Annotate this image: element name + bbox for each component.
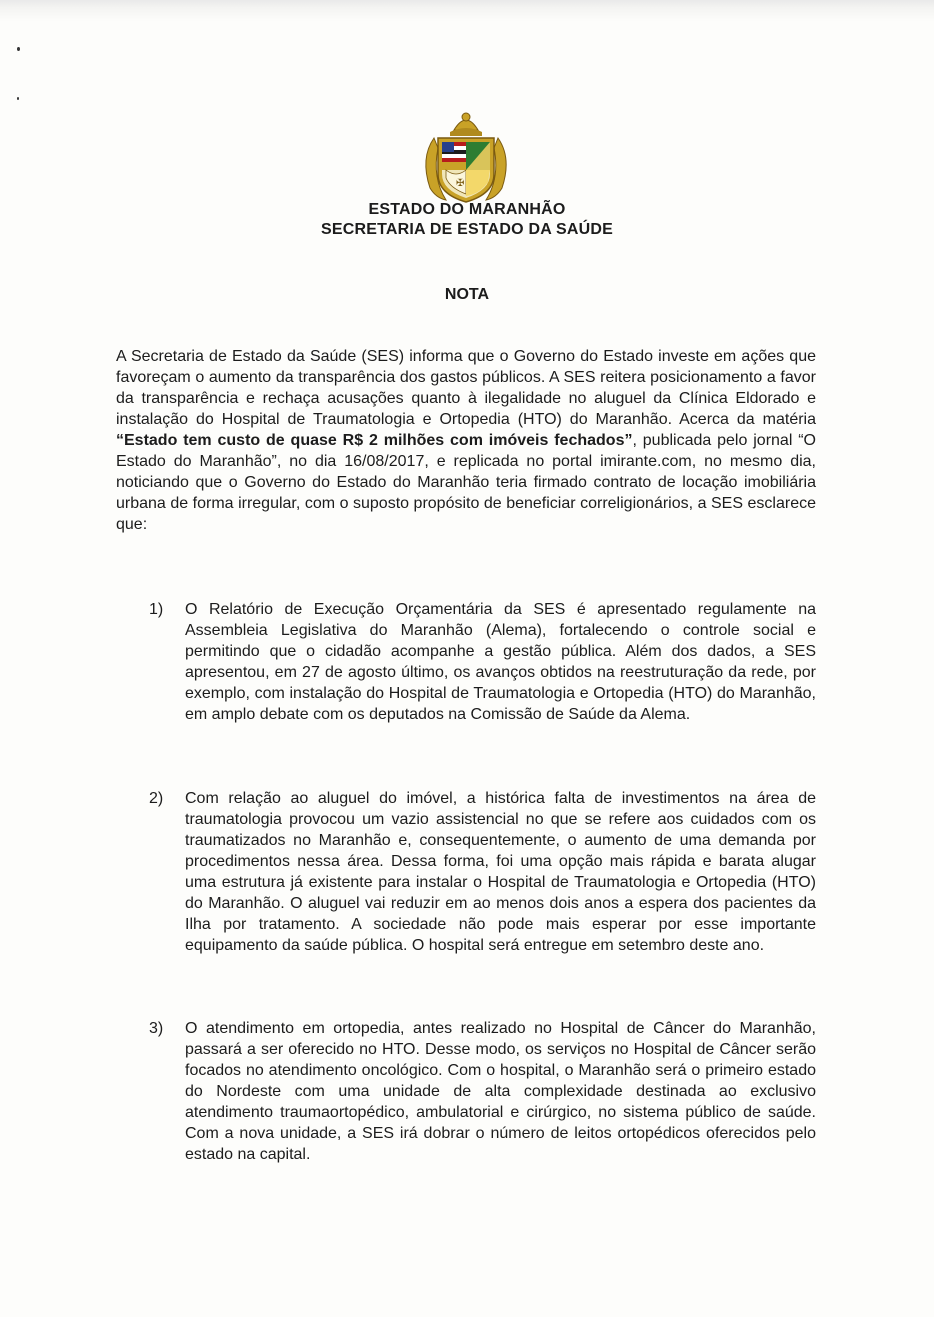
article-headline: “Estado tem custo de quase R$ 2 milhões com imóveis fechados” [116,432,633,449]
list-item-text: Com relação ao aluguel do imóvel, a histórica falta de investimentos na área de traumatologia provocou um vazio assistencial no que se refere aos cuidados com os traumatizados no Maranhão e, consequentemente, o aumento de uma demanda por procedimentos nessa área. Dessa forma, foi uma opção mais rápida e barata alugar uma estrutura já existente para instalar o Hospital de Traumatologia e Ortopedia (HTO) do Maranhão. O aluguel vai reduzir em ao menos dois anos a espera dos pacientes da Ilha por tratamento. A sociedade não pode mais esperar por esse importante equipamento da saúde pública. O hospital será entregue em setembro deste ano. [185,790,816,954]
maranhao-coat-of-arms-icon [416,108,516,204]
list-item [116,1018,816,1165]
svg-text:✠: ✠ [456,178,465,189]
intro-text: A Secretaria de Estado da Saúde (SES) informa que o Governo do Estado investe em ações que favoreçam o aumento da transparência dos gastos públicos. A SES reitera posicionamento a favor da transparência e rechaça acusações quanto à ilegalidade no aluguel da Clínica Eldorado e instalação do Hospital de Traumatologia e Ortopedia (HTO) do Maranhão. Acerca da matéria [116,348,816,428]
document-title: NOTA [444,286,490,303]
list-item-number: 3) [149,1020,164,1037]
intro-text-continued: , publicada pelo jornal “O Estado do Maranhão”, no dia 16/08/2017, e replicada no portal imirante.com, no mesmo dia, noticiando que o Governo do Estado do Maranhão teria firmado contrato de locação imobiliária urbana de forma irregular, com o suposto propósito de beneficiar correligionários, a SES esclarece que: [116,432,817,533]
list-item-number: 2) [149,790,164,807]
scan-speck [17,97,19,100]
list-item-text: O atendimento em ortopedia, antes realizado no Hospital de Câncer do Maranhão, passará a ser oferecido no HTO. Desse modo, os serviços no Hospital de Câncer serão focados no atendimento oncológico. Com o hospital, o Maranhão será o primeiro estado do Nordeste com uma unidade de alta complexidade destinada ao exclusivo atendimento traumaortopédico, ambulatorial e cirúrgico, no sistema público de saúde. Com a nova unidade, a SES irá dobrar o número de leitos ortopédicos oferecidos pelo estado na capital. [185,1020,816,1163]
header-state: ESTADO DO MARANHÃO [368,201,566,218]
header-secretariat: SECRETARIA DE ESTADO DA SAÚDE [320,221,614,238]
list-item [116,599,816,725]
intro-paragraph [116,346,816,535]
list-item-number: 1) [149,601,164,618]
scan-speck [17,47,20,51]
list-item-text: O Relatório de Execução Orçamentária da SES é apresentado regulamente na Assembleia Legislativa do Maranhão (Alema), fortalecendo o controle social e permitindo que o cidadão acompanhe a gestão pública. Além dos dados, a SES apresentou, em 27 de agosto último, os avanços obtidos na reestruturação da rede, por exemplo, com instalação do Hospital de Traumatologia e Ortopedia (HTO) do Maranhão, em amplo debate com os deputados na Comissão de Saúde da Alema. [185,601,816,723]
list-item [116,788,816,956]
